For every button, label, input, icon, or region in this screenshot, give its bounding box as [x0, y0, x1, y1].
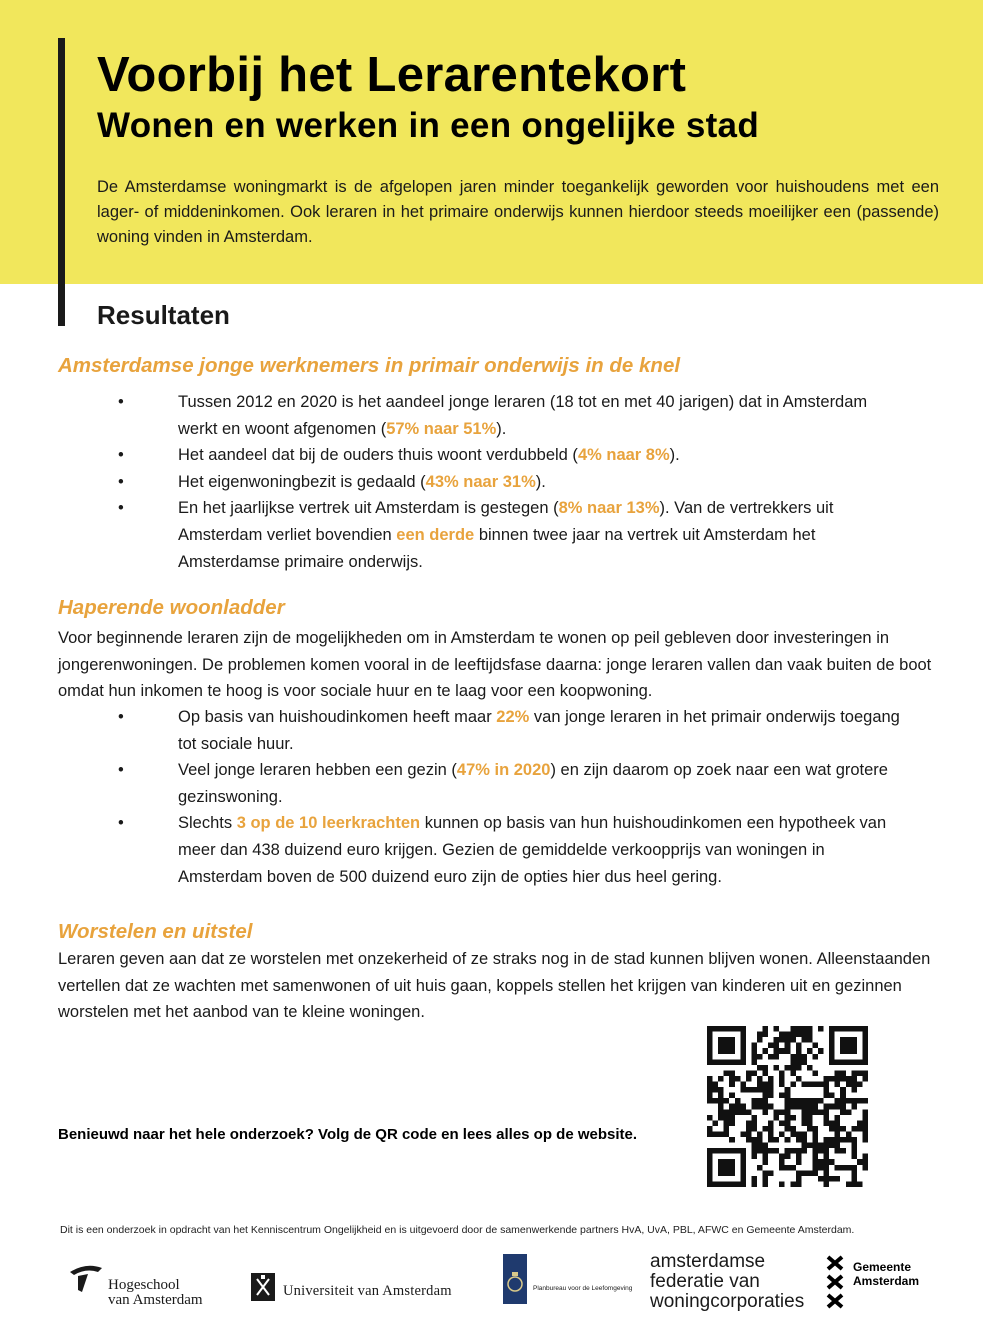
bullet-icon: • — [118, 814, 124, 833]
list-item: • Het eigenwoningbezit is gedaald (43% naar 31%). — [0, 469, 908, 496]
section3-paragraph: Leraren geven aan dat ze worstelen met onzekerheid of ze straks nog in de stad kunnen blijven wonen. Alleenstaanden vertellen dat ze wachten met samenwonen of uit huis gaan, koppels stellen het krijgen van kinderen uit en gezinnen worstelen met het aanbod van te kleine woningen. — [58, 950, 931, 1022]
section1-title: Amsterdamse jonge werknemers in primair onderwijs in de knel — [58, 354, 681, 377]
section1-bullets — [0, 389, 908, 575]
section3-title: Worstelen en uitstel — [58, 920, 253, 943]
highlight: 8% naar 13% — [558, 499, 660, 518]
qr-code[interactable] — [707, 1026, 868, 1187]
list-item: • En het jaarlijkse vertrek uit Amsterdam is gestegen (8% naar 13%). Van de vertrekkers uit Amsterdam verliet bovendien een derde binnen twee jaar na vertrek uit Amsterdam het Amsterdamse primaire onderwijs. — [0, 495, 908, 575]
uva-logo-icon — [251, 1273, 275, 1301]
list-item: • Tussen 2012 en 2020 is het aandeel jonge leraren (18 tot en met 40 jarigen) dat in Amsterdam werkt en woont afgenomen (57% naar 51%). — [0, 389, 908, 442]
hva-logo-icon — [68, 1262, 104, 1296]
section2-bullets — [0, 704, 908, 890]
intro-paragraph: De Amsterdamse woningmarkt is de afgelopen jaren minder toegankelijk geworden voor huishoudens met een lager- of middeninkomen. Ook leraren in het primaire onderwijs kunnen hierdoor steeds moeilijker een (passende) woning vinden in Amsterdam. — [97, 178, 939, 246]
cta-text: Benieuwd naar het hele onderzoek? Volg de QR code en lees alles op de website. — [58, 1126, 638, 1143]
gemeente-name: Gemeente Amsterdam — [853, 1260, 920, 1288]
list-item: • Op basis van huishoudinkomen heeft maar 22% van jonge leraren in het primair onderwijs toegang tot sociale huur. — [0, 704, 908, 757]
footer-note: Dit is een onderzoek in opdracht van het Kenniscentrum Ongelijkheid en is uitgevoerd door de samenwerkende partners HvA, UvA, PBL, AFWC en Gemeente Amsterdam. — [60, 1224, 855, 1236]
pbl-logo: Planbureau voor de Leefomgeving — [503, 1254, 633, 1304]
highlight: een derde — [396, 525, 475, 544]
section2-paragraph: Voor beginnende leraren zijn de mogelijkheden om in Amsterdam te wonen op peil gebleven door investeringen in jongerenwoningen. De problemen komen vooral in de leeftijdsfase daarna: jonge leraren vallen dan vaak buiten de boot omdat hun inkomen te hoog is voor sociale huur en te laag voor een koopwoning. — [58, 629, 932, 701]
hva-logo — [68, 1262, 238, 1308]
bullet-icon: • — [118, 708, 124, 726]
amsterdam-xxx-icon — [825, 1254, 845, 1312]
bullet-icon: • — [118, 761, 124, 780]
bullet-icon: • — [118, 472, 124, 491]
afwc-name: amsterdamse federatie van woningcorporaties — [650, 1251, 805, 1312]
pbl-logo-icon — [503, 1254, 527, 1304]
bullet-icon: • — [118, 446, 124, 465]
highlight: 43% naar 31% — [425, 472, 536, 491]
results-heading: Resultaten — [97, 300, 230, 330]
hva-name: Hogeschool van Amsterdam — [108, 1277, 203, 1308]
uva-logo: Universiteit van Amsterdam — [251, 1260, 491, 1300]
gemeente-amsterdam-logo — [825, 1254, 945, 1314]
bullet-icon: • — [118, 393, 124, 411]
page-title: Voorbij het Lerarentekort — [97, 48, 687, 102]
highlight: 3 op de 10 leerkrachten — [236, 814, 421, 833]
list-item: • Veel jonge leraren hebben een gezin (47% in 2020) en zijn daarom op zoek naar een wat grotere gezinswoning. — [0, 757, 908, 810]
partner-logos — [0, 1250, 983, 1320]
list-item: • Het aandeel dat bij de ouders thuis woont verdubbeld (4% naar 8%). — [0, 442, 908, 469]
accent-bar — [58, 38, 65, 326]
highlight: 22% — [496, 708, 530, 726]
section2-title: Haperende woonladder — [58, 596, 285, 619]
page-subtitle: Wonen en werken in een ongelijke stad — [97, 106, 760, 145]
highlight: 47% in 2020 — [456, 761, 551, 780]
highlight: 57% naar 51% — [386, 419, 497, 438]
highlight: 4% naar 8% — [577, 446, 670, 465]
list-item: • Slechts 3 op de 10 leerkrachten kunnen op basis van hun huishoudinkomen een hypotheek van meer dan 438 duizend euro krijgen. Gezien de gemiddelde verkoopprijs van woningen in Amsterdam boven de 500 duizend euro zijn de opties hier dus heel gering. — [0, 810, 908, 890]
afwc-logo — [650, 1252, 820, 1314]
bullet-icon: • — [118, 499, 124, 518]
